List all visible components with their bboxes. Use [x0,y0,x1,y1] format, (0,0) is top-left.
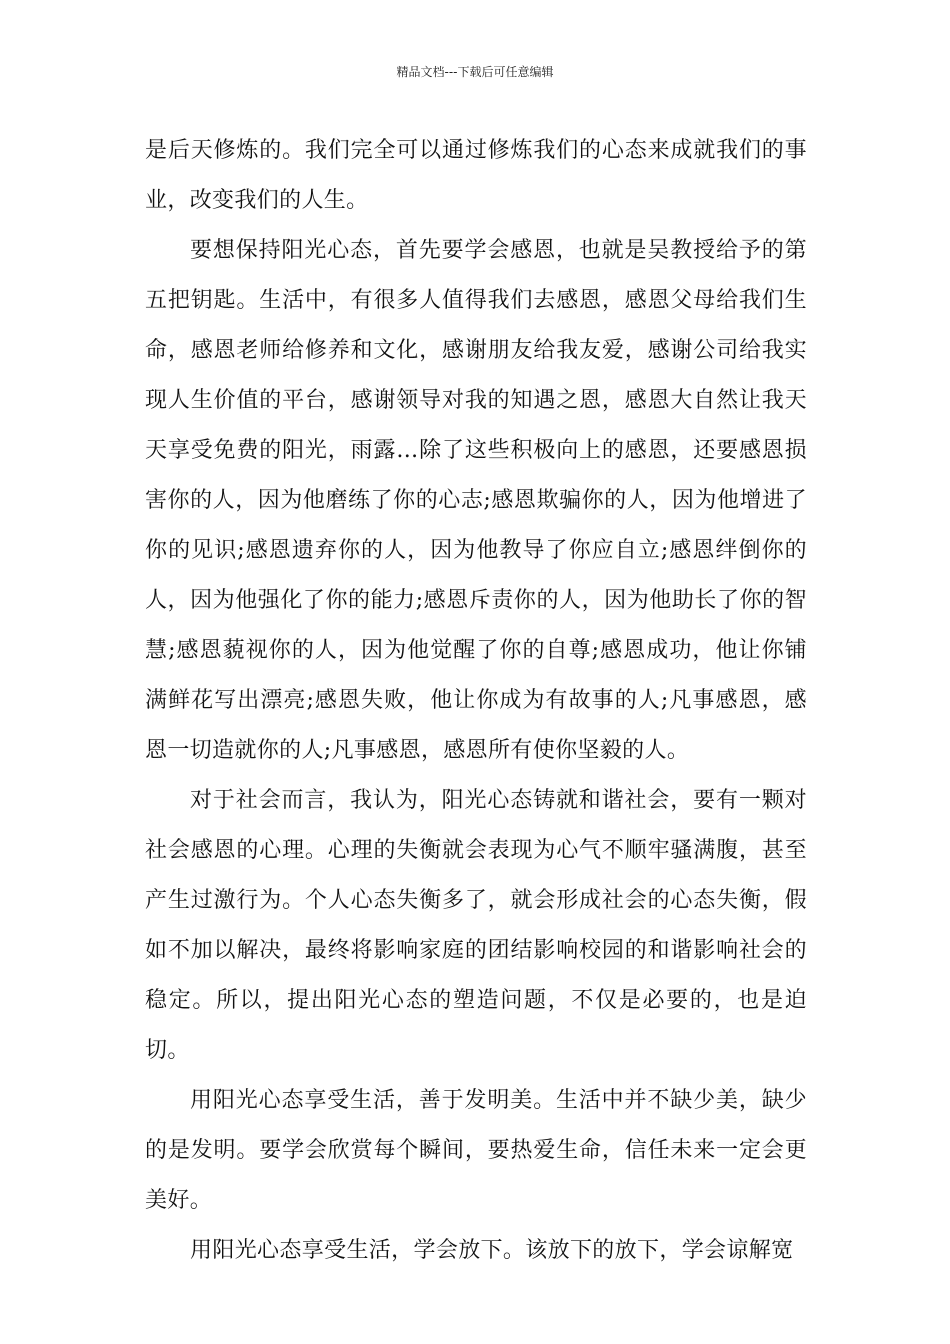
paragraph: 用阳光心态享受生活，善于发明美。生活中并不缺少美，缺少的是发明。要学会欣赏每个瞬间，要热爱生命，信任未来一定会更美好。 [145,1088,807,1213]
paragraph: 用阳光心态享受生活，学会放下。该放下的放下，学会谅解宽 [190,1238,794,1263]
paragraph: 对于社会而言，我认为，阳光心态铸就和谐社会，要有一颗对社会感恩的心理。心理的失衡就会表现为心气不顺牢骚满腹，甚至产生过激行为。个人心态失衡多了，就会形成社会的心态失衡，假如不加以解决，最终将影响家庭的团结影响校园的和谐影响社会的稳定。所以，提出阳光心态的塑造问题，不仅是必要的，也是迫切。 [145,788,807,1063]
document-body [145,126,807,1276]
paragraph: 是后天修炼的。我们完全可以通过修炼我们的心态来成就我们的事业，改变我们的人生。 [145,138,807,213]
paragraph: 要想保持阳光心态，首先要学会感恩，也就是吴教授给予的第五把钥匙。生活中，有很多人值得我们去感恩，感恩父母给我们生命，感恩老师给修养和文化，感谢朋友给我友爱，感谢公司给我实现人生价值的平台，感谢领导对我的知遇之恩，感恩大自然让我天天享受免费的阳光，雨露…除了这些积极向上的感恩，还要感恩损害你的人，因为他磨练了你的心志;感恩欺骗你的人，因为他增进了你的见识;感恩遗弃你的人，因为他教导了你应自立;感恩绊倒你的人，因为他强化了你的能力;感恩斥责你的人，因为他助长了你的智慧;感恩藐视你的人，因为他觉醒了你的自尊;感恩成功，他让你铺满鲜花写出漂亮;感恩失败，他让你成为有故事的人;凡事感恩，感恩一切造就你的人;凡事感恩，感恩所有使你坚毅的人。 [145,238,807,763]
page-header: 精品文档---下载后可任意编辑 [396,65,554,79]
